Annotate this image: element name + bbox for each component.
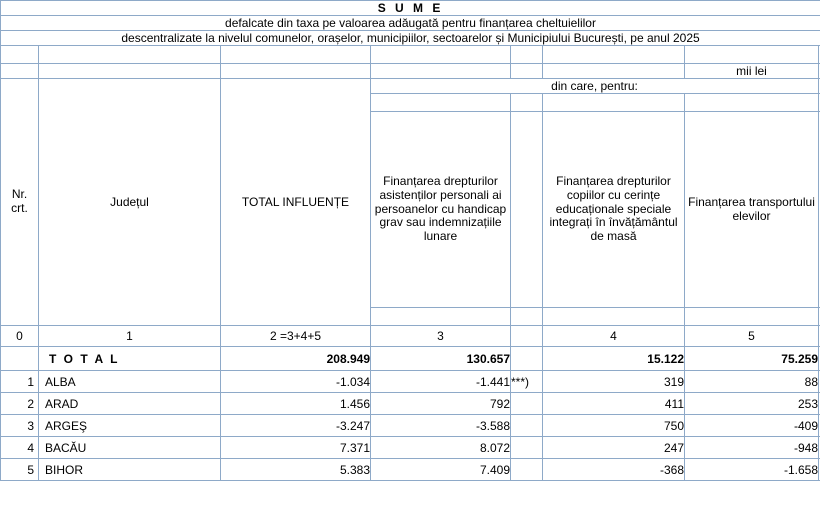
header-nr-crt-line2: crt. <box>11 201 28 215</box>
group-header-row <box>1 79 820 94</box>
row-index: 5 <box>1 459 39 481</box>
row-c4: 750 <box>543 415 685 437</box>
header-bottom-blank-g <box>685 308 819 326</box>
row-total: -1.034 <box>221 371 371 393</box>
subtitle-row-2 <box>1 31 820 46</box>
total-row-c3: 130.657 <box>371 347 511 371</box>
header-bottom-blank-e <box>511 308 543 326</box>
row-c5: 253 <box>685 393 819 415</box>
row-total: 1.456 <box>221 393 371 415</box>
unit-row-blank-c <box>221 64 371 79</box>
subtitle-row-1 <box>1 16 820 31</box>
colnum-3-spill <box>511 326 543 347</box>
row-county: BIHOR <box>39 459 221 481</box>
header-judetul: Județul <box>39 79 221 326</box>
total-row-c4: 15.122 <box>543 347 685 371</box>
unit-row-blank-e <box>511 64 543 79</box>
document-title: S U M E <box>1 1 820 16</box>
footnote-marker: ***) <box>511 371 543 393</box>
row-note-cell <box>511 415 543 437</box>
unit-label: mii lei <box>685 64 819 79</box>
row-index: 2 <box>1 393 39 415</box>
row-note-cell <box>511 437 543 459</box>
row-note-cell <box>511 393 543 415</box>
total-row-c5: 75.259 <box>685 347 819 371</box>
header-bottom-blank-f <box>543 308 685 326</box>
table-row <box>1 437 820 459</box>
row-index: 3 <box>1 415 39 437</box>
row-c5: -1.658 <box>685 459 819 481</box>
table-row <box>1 415 820 437</box>
row-c5: 88 <box>685 371 819 393</box>
header-col-3: Finanțarea drepturilor asistenților personali ai persoanelor cu handicap grav sau indemnizațiile lunare <box>371 112 511 308</box>
colnum-3: 3 <box>371 326 511 347</box>
row-c4: 247 <box>543 437 685 459</box>
row-note-cell <box>511 459 543 481</box>
row-c3: -1.441 <box>371 371 511 393</box>
title-row <box>1 1 820 16</box>
row-total: 7.371 <box>221 437 371 459</box>
spacer-cell-f <box>543 46 685 64</box>
spacer-cell-a <box>1 46 39 64</box>
row-c5: -948 <box>685 437 819 459</box>
header-col-5: Finanțarea transportului elevilor <box>685 112 819 308</box>
header-bottom-blank-d <box>371 308 511 326</box>
spacer-cell-c <box>221 46 371 64</box>
header-col-4: Finanțarea drepturilor copiilor cu cerințe educaționale speciale integrați în învățământul de masă <box>543 112 685 308</box>
row-c4: -368 <box>543 459 685 481</box>
unit-row-blank-d <box>371 64 511 79</box>
row-total: 5.383 <box>221 459 371 481</box>
row-c4: 411 <box>543 393 685 415</box>
row-county: BACĂU <box>39 437 221 459</box>
colnum-5: 5 <box>685 326 819 347</box>
spacer-cell-b <box>39 46 221 64</box>
row-c3: 7.409 <box>371 459 511 481</box>
spacer-cell-d <box>371 46 511 64</box>
table-row <box>1 393 820 415</box>
total-row-idx <box>1 347 39 371</box>
row-county: ARGEŞ <box>39 415 221 437</box>
document-subtitle-1: defalcate din taxa pe valoarea adăugată pentru finanțarea cheltuielilor <box>1 16 820 31</box>
spacer-cell-g <box>685 46 819 64</box>
row-total: -3.247 <box>221 415 371 437</box>
spacer-cell-e <box>511 46 543 64</box>
group-sub-blank-d <box>371 94 511 112</box>
column-numbering-row <box>1 326 820 347</box>
document-subtitle-2: descentralizate la nivelul comunelor, orașelor, municipiilor, sectoarelor și Municipiului București, pe anul 2025 <box>1 31 820 46</box>
row-index: 1 <box>1 371 39 393</box>
group-sub-blank-f <box>543 94 685 112</box>
header-nr-crt-line1: Nr. <box>11 187 28 202</box>
colnum-4: 4 <box>543 326 685 347</box>
group-sub-blank-e <box>511 94 543 112</box>
row-c3: 8.072 <box>371 437 511 459</box>
colnum-1: 1 <box>39 326 221 347</box>
colnum-0: 0 <box>1 326 39 347</box>
unit-row-blank-b <box>39 64 221 79</box>
header-nr-crt <box>1 79 39 326</box>
total-row-label: T O T A L <box>39 347 221 371</box>
unit-row-blank-f <box>543 64 685 79</box>
table-row <box>1 459 820 481</box>
row-index: 4 <box>1 437 39 459</box>
row-c4: 319 <box>543 371 685 393</box>
unit-row-blank-a <box>1 64 39 79</box>
header-din-care: din care, pentru: <box>371 79 819 94</box>
row-c5: -409 <box>685 415 819 437</box>
unit-row <box>1 64 820 79</box>
total-row <box>1 347 820 371</box>
total-row-total: 208.949 <box>221 347 371 371</box>
group-sub-blank-g <box>685 94 819 112</box>
row-county: ARAD <box>39 393 221 415</box>
header-col-3-spill <box>511 112 543 308</box>
header-total-influente: TOTAL INFLUENȚE <box>221 79 371 326</box>
total-row-c3-note <box>511 347 543 371</box>
row-c3: 792 <box>371 393 511 415</box>
table-row <box>1 371 820 393</box>
row-county: ALBA <box>39 371 221 393</box>
spacer-row <box>1 46 820 64</box>
row-c3: -3.588 <box>371 415 511 437</box>
colnum-2: 2 =3+4+5 <box>221 326 371 347</box>
